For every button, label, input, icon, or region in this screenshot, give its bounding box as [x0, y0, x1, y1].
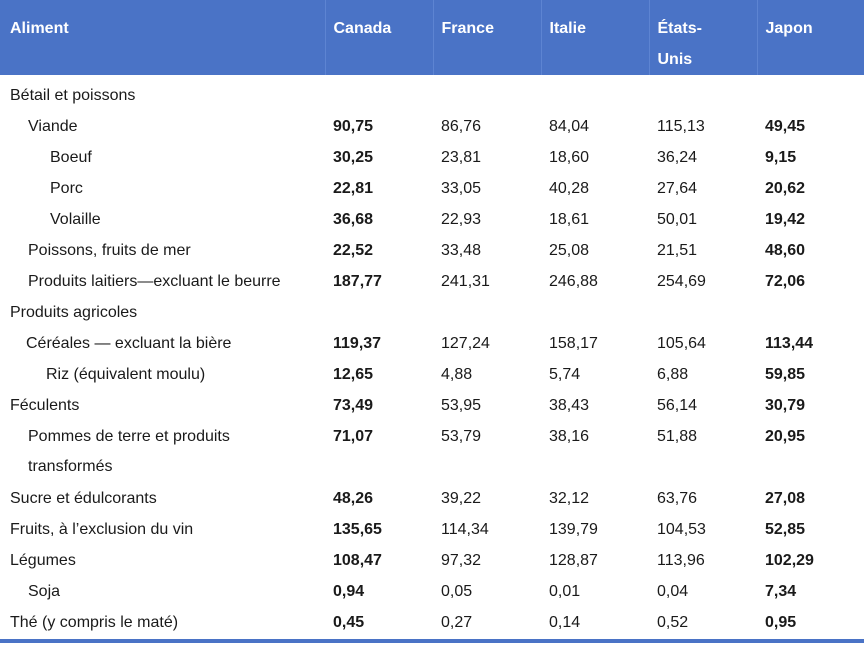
table-row: [0, 577, 864, 608]
cell-italie: 40,28: [549, 180, 590, 197]
cell-italie: 0,14: [549, 614, 581, 631]
header-italie: Italie: [541, 0, 649, 75]
row-label: Viande: [28, 118, 78, 135]
table-row: [0, 236, 864, 267]
cell-france: 114,34: [441, 521, 489, 538]
row-label: Bétail et poissons: [10, 87, 136, 104]
table-row: [0, 143, 864, 174]
cell-etats-unis: 36,24: [657, 149, 698, 166]
table-row: [0, 75, 864, 112]
cell-italie: 38,16: [549, 428, 590, 445]
cell-japon: 27,08: [765, 490, 806, 507]
cell-canada: [325, 75, 433, 112]
cell-italie: 25,08: [549, 242, 590, 259]
cell-etats-unis: 104,53: [657, 521, 706, 538]
cell-france: 0,05: [441, 583, 473, 600]
cell-etats-unis: 105,64: [657, 335, 706, 352]
table-row: [0, 267, 864, 298]
cell-france: 53,95: [441, 397, 482, 414]
cell-etats-unis: 27,64: [657, 180, 698, 197]
header-aliment: Aliment: [0, 0, 325, 75]
cell-canada: 108,47: [333, 552, 382, 569]
cell-canada: 187,77: [333, 273, 382, 290]
cell-italie: 0,01: [549, 583, 581, 600]
cell-canada: 0,94: [333, 583, 365, 600]
cell-etats-unis: 21,51: [657, 242, 698, 259]
row-label: Volaille: [50, 211, 101, 228]
table-row: [0, 515, 864, 546]
row-label: Féculents: [10, 397, 80, 414]
cell-etats-unis: 50,01: [657, 211, 698, 228]
cell-italie: [541, 298, 649, 329]
cell-canada: 135,65: [333, 521, 382, 538]
cell-etats-unis: 254,69: [657, 273, 706, 290]
cell-france: 0,27: [441, 614, 473, 631]
cell-japon: 59,85: [765, 366, 806, 383]
cell-canada: 30,25: [333, 149, 374, 166]
table-row: [0, 329, 864, 360]
cell-japon: 30,79: [765, 397, 806, 414]
cell-italie: 158,17: [549, 335, 598, 352]
cell-italie: 18,61: [549, 211, 590, 228]
cell-france: 4,88: [441, 366, 473, 383]
cell-canada: 90,75: [333, 118, 374, 135]
cell-italie: 246,88: [549, 273, 598, 290]
row-label: Poissons, fruits de mer: [28, 242, 191, 259]
cell-italie: 18,60: [549, 149, 590, 166]
row-label: Thé (y compris le maté): [10, 614, 179, 631]
cell-japon: 7,34: [765, 583, 797, 600]
cell-japon: 49,45: [765, 118, 806, 135]
table-row: [0, 608, 864, 639]
row-label: Porc: [50, 180, 83, 197]
cell-france: 23,81: [441, 149, 482, 166]
cell-canada: 22,52: [333, 242, 374, 259]
cell-france: 86,76: [441, 118, 482, 135]
table-row: [0, 391, 864, 422]
cell-etats-unis: 115,13: [657, 118, 705, 135]
cell-etats-unis: 51,88: [657, 428, 698, 445]
cell-japon: 20,62: [765, 180, 806, 197]
header-france: France: [433, 0, 541, 75]
row-label: Pommes de terre et produits transformés: [28, 428, 230, 475]
cell-italie: 139,79: [549, 521, 598, 538]
table-row: [0, 112, 864, 143]
cell-france: [433, 298, 541, 329]
cell-japon: 0,95: [765, 614, 797, 631]
table-row: [0, 484, 864, 515]
cell-japon: [757, 298, 864, 329]
cell-italie: 5,74: [549, 366, 581, 383]
cell-canada: 0,45: [333, 614, 365, 631]
cell-canada: 48,26: [333, 490, 374, 507]
row-label: Fruits, à l’exclusion du vin: [10, 521, 194, 538]
cell-japon: 113,44: [765, 335, 814, 352]
cell-canada: [325, 298, 433, 329]
cell-etats-unis: [649, 298, 757, 329]
cell-japon: 52,85: [765, 521, 806, 538]
header-canada: Canada: [325, 0, 433, 75]
row-label: Soja: [28, 583, 61, 600]
header-etats-unis: États-Unis: [649, 0, 757, 75]
cell-etats-unis: 6,88: [657, 366, 689, 383]
cell-japon: 19,42: [765, 211, 806, 228]
row-label: Sucre et édulcorants: [10, 490, 157, 507]
row-label: Légumes: [10, 552, 76, 569]
cell-france: 97,32: [441, 552, 482, 569]
cell-etats-unis: [649, 75, 757, 112]
cell-france: 53,79: [441, 428, 482, 445]
cell-canada: 22,81: [333, 180, 374, 197]
row-label: Produits laitiers—excluant le beurre: [28, 273, 281, 290]
cell-etats-unis: 0,04: [657, 583, 689, 600]
header-japon: Japon: [765, 20, 813, 37]
cell-japon: 72,06: [765, 273, 806, 290]
cell-france: 33,48: [441, 242, 482, 259]
cell-japon: 102,29: [765, 552, 814, 569]
cell-france: 127,24: [441, 335, 490, 352]
table-row: [0, 422, 864, 484]
cell-italie: 84,04: [549, 118, 590, 135]
cell-italie: [541, 75, 649, 112]
cell-france: 39,22: [441, 490, 482, 507]
table-bottom-rule: [0, 639, 864, 643]
cell-france: 241,31: [441, 273, 490, 290]
row-label: Produits agricoles: [10, 304, 138, 321]
cell-japon: 20,95: [765, 428, 806, 445]
cell-canada: 119,37: [333, 335, 382, 352]
cell-canada: 71,07: [333, 428, 374, 445]
row-label: Céréales — excluant la bière: [26, 335, 232, 352]
cell-etats-unis: 113,96: [657, 552, 705, 569]
cell-france: 33,05: [441, 180, 482, 197]
cell-italie: 128,87: [549, 552, 598, 569]
table-header-row: [0, 0, 864, 75]
cell-etats-unis: 56,14: [657, 397, 698, 414]
table-row: [0, 298, 864, 329]
cell-france: 22,93: [441, 211, 482, 228]
cell-italie: 38,43: [549, 397, 590, 414]
cell-japon: 48,60: [765, 242, 806, 259]
table-row: [0, 546, 864, 577]
cell-japon: 9,15: [765, 149, 797, 166]
cell-france: [433, 75, 541, 112]
table-row: [0, 360, 864, 391]
row-label: Riz (équivalent moulu): [46, 366, 206, 383]
cell-etats-unis: 0,52: [657, 614, 689, 631]
cell-etats-unis: 63,76: [657, 490, 698, 507]
row-label: Boeuf: [50, 149, 92, 166]
cell-canada: 12,65: [333, 366, 374, 383]
cell-italie: 32,12: [549, 490, 590, 507]
table-row: [0, 205, 864, 236]
table-row: [0, 174, 864, 205]
cell-japon: [757, 75, 864, 112]
cell-canada: 73,49: [333, 397, 374, 414]
cell-canada: 36,68: [333, 211, 374, 228]
